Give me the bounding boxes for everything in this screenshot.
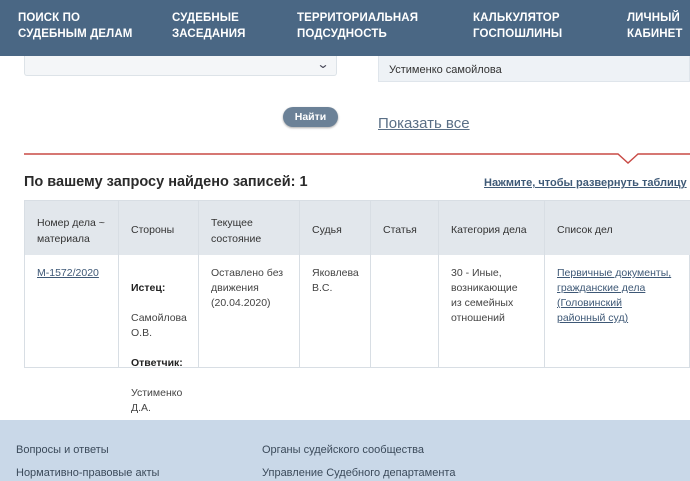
footer: [0, 420, 690, 481]
column-case-number: [25, 201, 119, 367]
party-field[interactable]: [378, 56, 690, 82]
header-category: Категория дела: [451, 224, 527, 236]
parties-cell: [131, 266, 187, 416]
nav-personal-account[interactable]: ЛИЧНЫЙ КАБИНЕТ: [627, 12, 683, 40]
status-cell: Оставлено без движения (20.04.2020): [211, 267, 284, 309]
footer-link-judicial-bodies[interactable]: Органы судейского сообщества: [262, 444, 424, 456]
find-button[interactable]: Найти: [283, 107, 338, 127]
category-select[interactable]: [24, 56, 337, 76]
nav-jurisdiction[interactable]: ТЕРРИТОРИАЛЬНАЯ ПОДСУДНОСТЬ: [297, 12, 419, 40]
column-judge: [300, 201, 371, 367]
case-number-link[interactable]: М-1572/2020: [37, 267, 99, 279]
header-case-number: Номер дела ~ материала: [37, 217, 105, 245]
show-all-link[interactable]: Показать все: [378, 115, 470, 132]
top-navigation: [0, 0, 690, 56]
column-case-list: [545, 201, 690, 367]
results-count-title: По вашему запросу найдено записей: 1: [24, 174, 308, 190]
defendant-name: Устименко Д.А.: [131, 387, 183, 414]
party-field-value: Устименко самойлова: [389, 64, 502, 76]
case-list-link[interactable]: Первичные документы, гражданские дела (Головинский районный суд): [557, 267, 672, 324]
header-parties: Стороны: [131, 224, 175, 236]
expand-table-link[interactable]: Нажмите, чтобы развернуть таблицу: [484, 177, 687, 189]
plaintiff-name: Самойлова О.В.: [131, 312, 187, 339]
defendant-label: Ответчик:: [131, 357, 183, 369]
plaintiff-label: Истец:: [131, 282, 166, 294]
header-judge: Судья: [312, 224, 342, 236]
footer-link-department[interactable]: Управление Судебного департамента: [262, 467, 456, 479]
column-category: [439, 201, 545, 367]
header-article: Статья: [383, 224, 417, 236]
column-status: [199, 201, 300, 367]
column-article: [371, 201, 439, 367]
nav-fee-calculator[interactable]: КАЛЬКУЛЯТОР ГОСПОШЛИНЫ: [473, 12, 563, 40]
results-table: [24, 200, 690, 414]
footer-link-regulations[interactable]: Нормативно-правовые акты: [16, 467, 160, 479]
chevron-down-icon: ⌄: [316, 57, 330, 71]
header-status: Текущее состояние: [211, 217, 262, 245]
nav-case-search[interactable]: ПОИСК ПО СУДЕБНЫМ ДЕЛАМ: [18, 12, 133, 40]
nav-court-sessions[interactable]: СУДЕБНЫЕ ЗАСЕДАНИЯ: [172, 12, 246, 40]
header-case-list: Список дел: [557, 224, 613, 236]
footer-link-faq[interactable]: Вопросы и ответы: [16, 444, 109, 456]
judge-cell: Яковлева В.С.: [312, 267, 359, 294]
results-divider: [24, 153, 690, 165]
category-cell: 30 - Иные, возникающие из семейных отношений: [451, 267, 518, 324]
column-parties: [119, 201, 199, 414]
